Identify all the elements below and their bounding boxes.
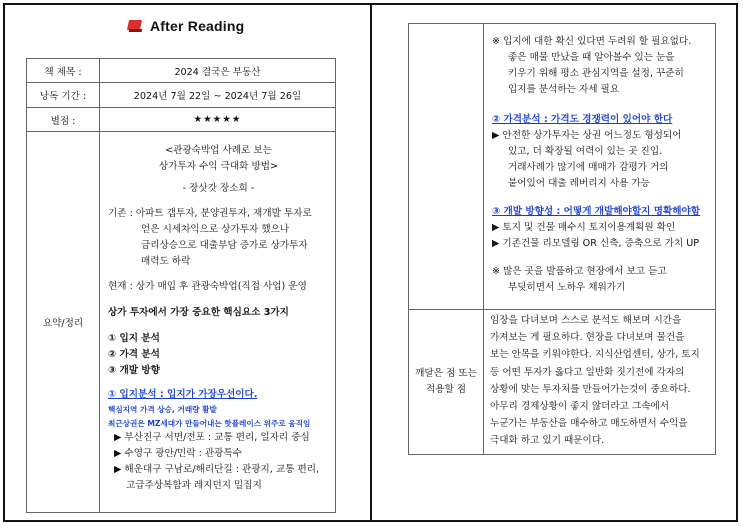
basis-line: 금리상승으로 대출부담 증가로 상가투자 bbox=[141, 240, 308, 252]
location-note: 핵심지역 가격 상승, 거래량 활발 bbox=[108, 404, 217, 414]
current-line: 현재 : 상가 매입 후 관광숙박업(직접 사업) 운영 bbox=[108, 281, 307, 293]
reading-record-table-right bbox=[408, 23, 716, 455]
key-item: ② 가격 분석 bbox=[108, 349, 160, 361]
tip-line: ※ 많은 곳을 발품하고 현장에서 보고 듣고 bbox=[492, 266, 667, 277]
location-note: 최근상권은 MZ세대가 만들어내는 핫플레이스 위주로 움직임 bbox=[108, 418, 311, 428]
reflect-content bbox=[484, 310, 716, 455]
summary-subtitle: <관광숙박업 사례로 보는 bbox=[165, 145, 272, 156]
page-divider bbox=[370, 3, 372, 522]
note-line: 좋은 매물 만났을 때 알아볼수 있는 눈을 bbox=[508, 52, 675, 63]
dev-bullet: ▶ 토지 및 건물 매수시 토지이용계획원 확인 bbox=[492, 222, 676, 233]
price-bullet-cont: 붙어있어 대출 레버리지 사용 가능 bbox=[508, 178, 650, 189]
right-summary-content bbox=[484, 24, 716, 310]
reflect-label bbox=[409, 310, 484, 455]
location-bullet-cont: 고급주상복합과 레지던지 밀집지 bbox=[126, 480, 262, 492]
reflect-line: 아무리 경제상황이 좋지 않더라고 그속에서 bbox=[490, 401, 670, 413]
basis-line: 얻은 시세차익으로 상가투자 했으나 bbox=[141, 223, 290, 235]
reflect-label-line: 깨달은 점 또는 bbox=[415, 367, 477, 379]
right-label-empty bbox=[409, 24, 484, 310]
reflect-line: 가져보는 게 필요하다. 현장을 다녀보며 물건을 bbox=[490, 332, 685, 344]
key-item: ① 입지 분석 bbox=[108, 332, 160, 344]
period-label: 낭독 기간 : bbox=[27, 83, 100, 108]
title-text: After Reading bbox=[150, 18, 245, 34]
price-heading: ② 가격분석 : 가격도 경쟁력이 있어야 한다 bbox=[492, 114, 673, 125]
key-item: ③ 개발 방향 bbox=[108, 365, 160, 377]
reflect-line: 보는 안목을 키워야한다. 지식산업센터, 상가, 토지 bbox=[490, 349, 700, 361]
rating-label: 별점 : bbox=[27, 108, 100, 132]
dev-heading: ③ 개발 방향성 : 어떻게 개발해야할지 명확해야함 bbox=[492, 206, 701, 217]
basis-line: 기존 : 아파트 갭투자, 분양권투자, 재개발 투자로 bbox=[108, 207, 312, 219]
summary-author: - 장삿갓 장소희 - bbox=[182, 183, 255, 195]
note-line: ※ 입지에 대한 확신 있다면 두려워 할 필요없다. bbox=[492, 36, 692, 47]
tip-line: 부딪히면서 노하우 채워가기 bbox=[508, 282, 626, 293]
book-value: 2024 결국은 부동산 bbox=[100, 59, 336, 83]
note-line: 키우기 위해 평소 관심지역을 설정, 꾸준히 bbox=[508, 68, 684, 79]
page-title bbox=[128, 18, 244, 34]
price-bullet-cont: 거래사례가 많기에 매매가 감평가 거의 bbox=[508, 162, 669, 173]
summary-subtitle-2: 상가투자 수익 극대화 방법> bbox=[158, 161, 279, 173]
reflect-line: 상황에 맞는 투자처를 만들어가는것이 중요하다. bbox=[490, 383, 691, 395]
location-bullet: ▶ 부산진구 서면/전포 : 교통 편리, 일자리 중심 bbox=[114, 431, 310, 443]
summary-label: 요약/정리 bbox=[27, 132, 100, 513]
basis-line: 매력도 하락 bbox=[141, 256, 191, 268]
reading-record-table bbox=[26, 58, 336, 513]
location-bullet: ▶ 수영구 광안/민락 : 관광특수 bbox=[114, 447, 242, 459]
reflect-line: 극대화 하고 있기 때문이다. bbox=[490, 435, 605, 447]
dev-bullet: ▶ 기존건물 리모델링 OR 신축, 증축으로 가치 UP bbox=[492, 238, 700, 249]
reflect-label-line: 적용할 점 bbox=[425, 383, 467, 395]
location-bullet: ▶ 해운대구 구남로/해리단길 : 관광지, 교통 편리, bbox=[114, 464, 320, 476]
price-bullet: ▶ 안전한 상가투자는 상권 어느정도 형성되어 bbox=[492, 130, 682, 141]
note-line: 입지를 분석하는 자세 필요 bbox=[508, 84, 620, 95]
reflect-line: 등 어떤 투자가 옳다고 일반화 짓기전에 각자의 bbox=[490, 366, 685, 378]
book-label: 책 제목 : bbox=[27, 59, 100, 83]
reflect-line: 누군가는 부동산을 매수하고 매도하면서 수익을 bbox=[490, 418, 688, 430]
key-heading: 상가 투자에서 가장 중요한 핵심요소 3가지 bbox=[108, 306, 289, 318]
book-icon bbox=[128, 19, 142, 33]
reflect-line: 임장을 다녀보며 스스로 분석도 해보며 시간을 bbox=[490, 315, 682, 326]
location-heading: ① 입지분석 : 입지가 가장우선이다. bbox=[108, 389, 258, 401]
period-value: 2024년 7월 22일 ~ 2024년 7월 26일 bbox=[100, 83, 336, 108]
summary-content bbox=[100, 132, 336, 513]
price-bullet-cont: 있고, 더 확장될 여력이 있는 곳 진입. bbox=[508, 146, 663, 157]
rating-stars: ★★★★★ bbox=[100, 108, 336, 132]
